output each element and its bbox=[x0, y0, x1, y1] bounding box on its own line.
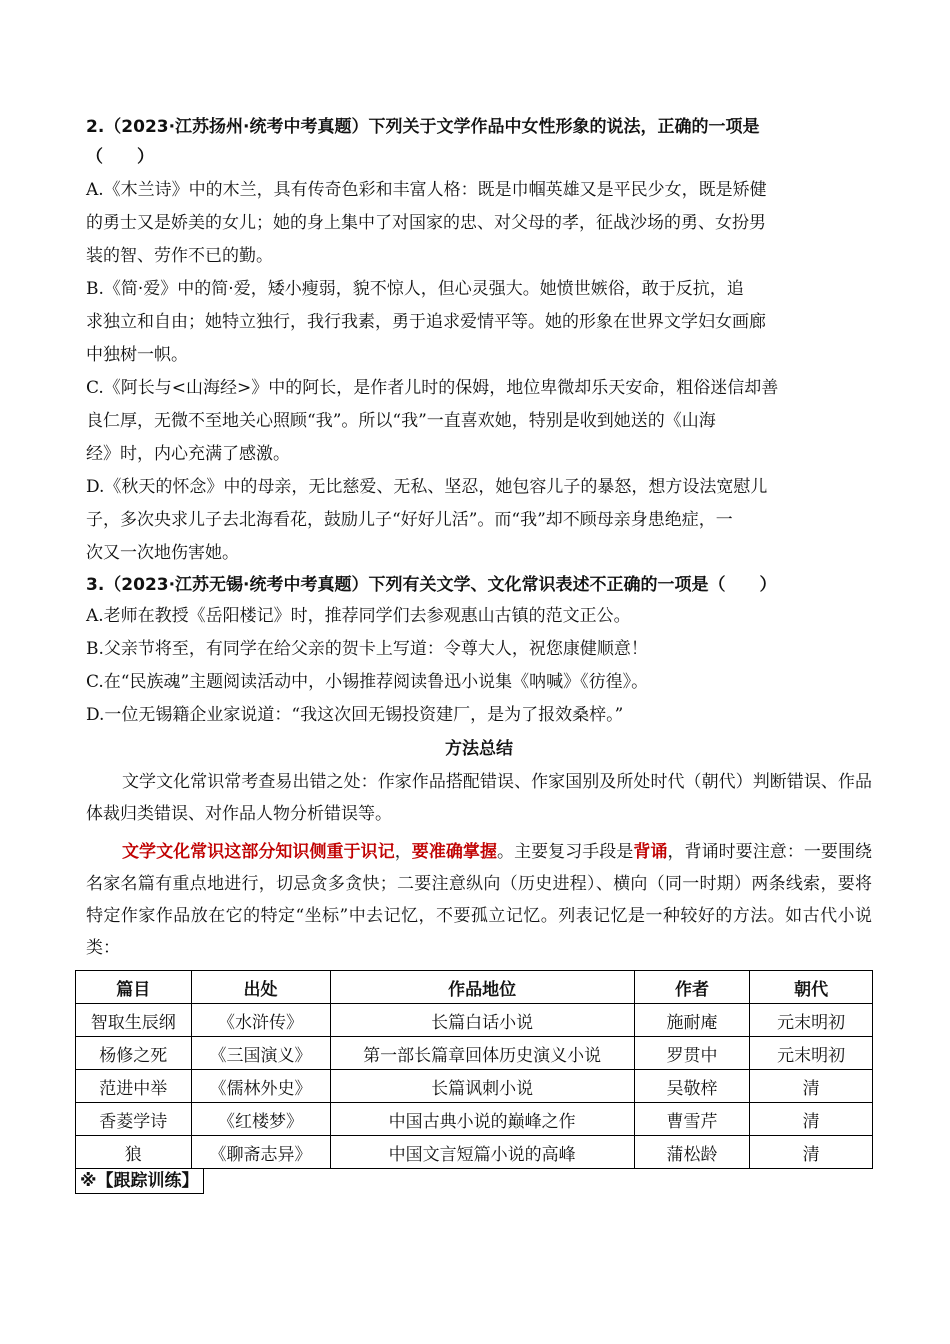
question-3-options bbox=[86, 600, 872, 732]
column-header: 朝代 bbox=[750, 971, 873, 1004]
document-page bbox=[80, 112, 873, 1194]
table-cell: 施耐庵 bbox=[634, 1004, 750, 1037]
table-cell: 狼 bbox=[76, 1136, 192, 1169]
answer-blank: （ ） bbox=[86, 147, 154, 167]
table-cell: 蒲松龄 bbox=[634, 1136, 750, 1169]
table-cell: 范进中举 bbox=[76, 1070, 192, 1103]
highlight-master: 要准确掌握 bbox=[411, 842, 498, 862]
table-row bbox=[76, 1037, 873, 1070]
table-row bbox=[76, 1004, 873, 1037]
highlight-recite: 背诵 bbox=[633, 842, 668, 862]
table-cell: 香菱学诗 bbox=[76, 1103, 192, 1136]
column-header: 出处 bbox=[191, 971, 330, 1004]
table-cell: 中国古典小说的巅峰之作 bbox=[330, 1103, 634, 1136]
table-cell: 清 bbox=[750, 1136, 873, 1169]
option-a: A.《木兰诗》中的木兰，具有传奇色彩和丰富人格：既是巾帼英雄又是平民少女，既是矫健 的勇士又是娇美的女儿；她的身上集中了对国家的忠、对父母的孝，征战沙场的勇、女扮男 装的智、劳作不已的勤。 bbox=[86, 180, 767, 266]
table-cell: 《红楼梦》 bbox=[191, 1103, 330, 1136]
table-row bbox=[76, 1136, 873, 1169]
table-cell: 元末明初 bbox=[750, 1037, 873, 1070]
highlight-memorize: 文学文化常识这部分知识侧重于识记 bbox=[122, 842, 395, 862]
table-cell: 罗贯中 bbox=[634, 1037, 750, 1070]
table-cell: 吴敬梓 bbox=[634, 1070, 750, 1103]
table-header-row bbox=[76, 971, 873, 1004]
column-header: 篇目 bbox=[76, 971, 192, 1004]
option-d: D.《秋天的怀念》中的母亲，无比慈爱、无私、坚忍，她包容儿子的暴怒，想方设法宽慰儿 子，多次央求儿子去北海看花，鼓励儿子“好好儿活”。而“我”却不顾母亲身患绝症，一 次又一次地伤害她。 bbox=[86, 477, 768, 563]
method-paragraph-1: 文学文化常识常考查易出错之处：作家作品搭配错误、作家国别及所处时代（朝代）判断错误、作品体裁归类错误、对作品人物分析错误等。 bbox=[86, 772, 872, 824]
table-cell: 《儒林外史》 bbox=[191, 1070, 330, 1103]
option-d: D.一位无锡籍企业家说道：“我这次回无锡投资建厂，是为了报效桑梓。” bbox=[86, 705, 624, 725]
table-cell: 智取生辰纲 bbox=[76, 1004, 192, 1037]
method-summary-title: 方法总结 bbox=[445, 739, 513, 759]
table-cell: 曹雪芹 bbox=[634, 1103, 750, 1136]
method-paragraph-2: 文学文化常识这部分知识侧重于识记，要准确掌握。主要复习手段是背诵，背诵时要注意：一要围绕名家名篇有重点地进行，切忌贪多贪快；二要注意纵向（历史进程）、横向（同一时期）两条线索，要将特定作家作品放在它的特定“坐标”中去记忆，不要孤立记忆。列表记忆是一种较好的方法。如古代小说类： bbox=[86, 842, 873, 958]
table-cell: 《水浒传》 bbox=[191, 1004, 330, 1037]
table-cell: 元末明初 bbox=[750, 1004, 873, 1037]
option-b: B.《简·爱》中的简·爱，矮小瘦弱，貌不惊人，但心灵强大。她愤世嫉俗，敢于反抗，追 求独立和自由；她特立独行，我行我素，勇于追求爱情平等。她的形象在世界文学妇女画廊 中独树一帜。 bbox=[86, 279, 766, 365]
table-cell: 长篇讽刺小说 bbox=[330, 1070, 634, 1103]
option-c: C.在“民族魂”主题阅读活动中，小锡推荐阅读鲁迅小说集《呐喊》《彷徨》。 bbox=[86, 672, 649, 692]
column-header: 作者 bbox=[634, 971, 750, 1004]
option-b: B.父亲节将至，有同学在给父亲的贺卡上写道：令尊大人，祝您康健顺意！ bbox=[86, 639, 648, 659]
table-cell: 长篇白话小说 bbox=[330, 1004, 634, 1037]
table-cell: 中国文言短篇小说的高峰 bbox=[330, 1136, 634, 1169]
classical-novels-table bbox=[75, 970, 873, 1169]
table-cell: 《三国演义》 bbox=[191, 1037, 330, 1070]
table-cell: 清 bbox=[750, 1103, 873, 1136]
table-cell: 杨修之死 bbox=[76, 1037, 192, 1070]
table-cell: 第一部长篇章回体历史演义小说 bbox=[330, 1037, 634, 1070]
table-row bbox=[76, 1103, 873, 1136]
question-3-title: 3.（2023·江苏无锡·统考中考真题）下列有关文学、文化常识表述不正确的一项是（ ） bbox=[86, 575, 777, 595]
table-cell: 清 bbox=[750, 1070, 873, 1103]
question-2-options bbox=[86, 174, 872, 570]
option-a: A.老师在教授《岳阳楼记》时，推荐同学们去参观惠山古镇的范文正公。 bbox=[86, 606, 631, 626]
table-cell: 《聊斋志异》 bbox=[191, 1136, 330, 1169]
column-header: 作品地位 bbox=[330, 971, 634, 1004]
question-2-title: 2.（2023·江苏扬州·统考中考真题）下列关于文学作品中女性形象的说法，正确的一项是 bbox=[86, 117, 760, 137]
table-row bbox=[76, 1070, 873, 1103]
option-c: C.《阿长与<山海经>》中的阿长，是作者儿时的保姆，地位卑微却乐天安命，粗俗迷信却善 良仁厚，无微不至地关心照顾“我”。所以“我”一直喜欢她，特别是收到她送的《山海 经》时，内心充满了感激。 bbox=[86, 378, 779, 464]
tracking-practice-label: ※【跟踪训练】 bbox=[75, 1169, 204, 1194]
